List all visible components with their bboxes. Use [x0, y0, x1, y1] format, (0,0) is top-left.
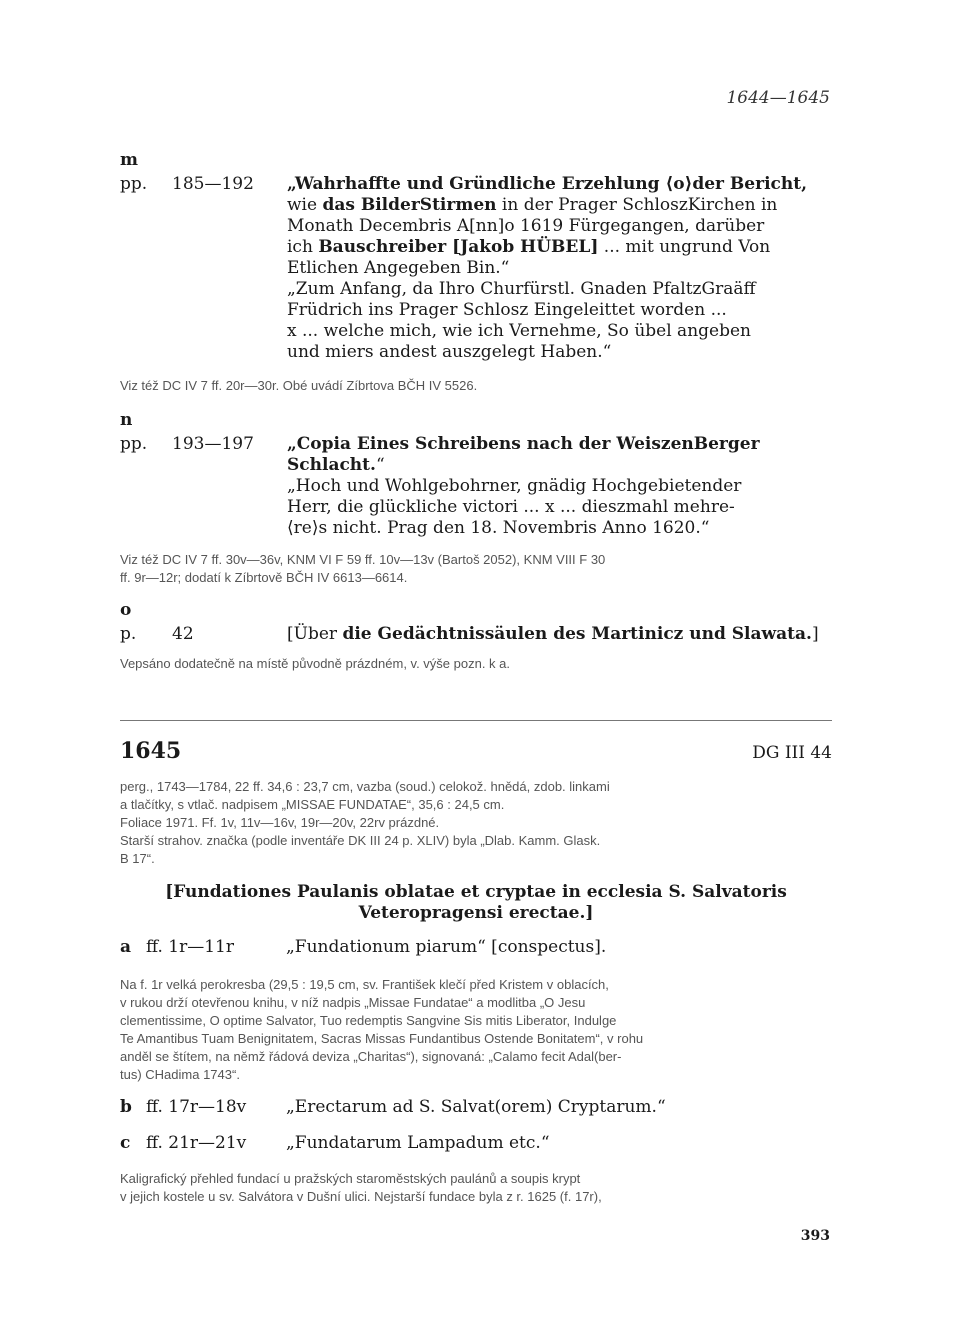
footnote-line: ff. 9r—12r; dodatí k Zíbrtově BČH IV 6613—6614. [120, 570, 408, 585]
text-line: „Copia Eines Schreibens nach der WeiszenBerger [287, 434, 760, 454]
entry-header [120, 738, 832, 764]
note-line: Kaligrafický přehled fundací u pražských staroměstských paulánů a soupis krypt [120, 1171, 581, 1186]
section-letter: o [120, 600, 132, 620]
text-line: ⟨re⟩s nicht. Prag den 18. Novembris Anno 1620.“ [287, 518, 710, 538]
description-line: perg., 1743—1784, 22 ff. 34,6 : 23,7 cm, vazba (soud.) celokož. hnědá, zdob. linkami [120, 779, 610, 794]
title-line: [Fundationes Paulanis oblatae et cryptae in ecclesia S. Salvatoris [165, 882, 787, 902]
section-letter: m [120, 150, 138, 170]
footnote-line: Viz též DC IV 7 ff. 30v—36v, KNM VI F 59 ff. 10v—13v (Bartoš 2052), KNM VIII F 30 [120, 552, 606, 567]
text-line: „Zum Anfang, da Ihro Churfürstl. Gnaden PfaltzGraäff [287, 279, 756, 299]
footnote [120, 551, 832, 587]
note-line: v jejich kostele u sv. Salvátora v Dušní ulici. Nejstarší fundace byla z r. 1625 (f. 17r), [120, 1189, 602, 1204]
text-line: und miers andest auszgelegt Haben.“ [287, 342, 612, 362]
item-b [120, 1096, 832, 1118]
folio-range: ff. 21r—21v [146, 1133, 247, 1153]
text-line: Schlacht.“ [287, 455, 385, 475]
text-line: Etlichen Angegeben Bin.“ [287, 258, 510, 278]
description-line: B 17“. [120, 851, 155, 866]
entry-year: 1645 [120, 738, 182, 764]
text-line: „Hoch und Wohlgebohrner, gnädig Hochgebietender [287, 476, 742, 496]
entry-text [287, 174, 832, 363]
shelf-mark: DG III 44 [752, 743, 832, 763]
text-line: ich Bauschreiber [Jakob HÜBEL] ... mit ungrund Von [287, 237, 771, 257]
text-line: „Wahrhaffte und Gründliche Erzehlung ⟨o⟩der Bericht, [287, 174, 808, 194]
footnote: Vepsáno dodatečně na místě původně prázdném, v. výše pozn. k a. [120, 656, 511, 671]
running-head: 1644—1645 [726, 88, 830, 108]
section-letter: n [120, 410, 133, 430]
section-m [120, 150, 832, 395]
text-line: Monath Decembris A[nn]o 1619 Fürgegangen, darüber [287, 216, 765, 236]
text-line: Früdrich ins Prager Schlosz Eingeleittet worden ... [287, 300, 727, 320]
work-title [120, 882, 832, 924]
item-c [120, 1132, 832, 1154]
codex-description [120, 778, 832, 868]
description-line: a tlačítky, s vtlač. nadpisem „MISSAE FUNDATAE“, 35,6 : 24,5 cm. [120, 797, 505, 812]
item-letter: a [120, 937, 132, 957]
note-line: v rukou drží otevřenou knihu, v níž nadpis „Missae Fundatae“ a modlitba „O Jesu [120, 995, 586, 1010]
item-c-note [120, 1170, 832, 1206]
page-number: 393 [800, 1228, 830, 1244]
description-line: Foliace 1971. Ff. 1v, 11v—16v, 19r—20v, 22rv prázdné. [120, 815, 440, 830]
item-a-note [120, 976, 832, 1084]
title-line: Veteropragensi erectae.] [358, 903, 594, 923]
page-range: 42 [172, 624, 194, 644]
section-o [120, 600, 832, 673]
folio-range: ff. 17r—18v [146, 1097, 247, 1117]
entry-o [120, 624, 832, 645]
entry-m [120, 174, 832, 363]
item-letter: b [120, 1097, 132, 1117]
entry-text [287, 624, 832, 645]
section-divider [120, 720, 832, 721]
folio-range: ff. 1r—11r [146, 937, 234, 957]
page-abbrev: pp. [120, 174, 148, 194]
page-abbrev: p. [120, 624, 137, 644]
note-line: Te Amantibus Tuam Benignitatem, Sacras Missas Fundantibus Ostende Bonitatem“, v rohu [120, 1031, 644, 1046]
text-line: [Über die Gedächtnissäulen des Martinicz und Slawata.] [287, 624, 819, 644]
item-a [120, 936, 832, 958]
description-line: Starší strahov. značka (podle inventáře DK III 24 p. XLIV) byla „Dlab. Kamm. Glask. [120, 833, 601, 848]
note-line: tus) CHadima 1743“. [120, 1067, 240, 1082]
note-line: clementissime, O optime Salvator, Tuo redemptis Sangvine Sis mitis Liberator, Indulge [120, 1013, 617, 1028]
entry-text [287, 434, 832, 539]
text-line: Herr, die glückliche victori ... x ... dieszmahl mehre- [287, 497, 735, 517]
page-range: 185—192 [172, 174, 254, 194]
text-line: wie das BilderStirmen in der Prager SchloszKirchen in [287, 195, 778, 215]
item-letter: c [120, 1133, 131, 1153]
note-line: anděl se štítem, na němž řádová deviza „Charitas“), signovaná: „Calamo fecit Adal(ber- [120, 1049, 622, 1064]
page-abbrev: pp. [120, 434, 148, 454]
item-text: „Erectarum ad S. Salvat(orem) Cryptarum.“ [286, 1097, 666, 1117]
item-text: „Fundatarum Lampadum etc.“ [286, 1133, 550, 1153]
item-text: „Fundationum piarum“ [conspectus]. [286, 937, 607, 957]
entry-n [120, 434, 832, 539]
page-range: 193—197 [172, 434, 254, 454]
section-n [120, 410, 832, 587]
note-line: Na f. 1r velká perokresba (29,5 : 19,5 cm, sv. František klečí před Kristem v oblacích, [120, 977, 609, 992]
footnote: Viz též DC IV 7 ff. 20r—30r. Obé uvádí Zíbrtova BČH IV 5526. [120, 378, 478, 393]
text-line: x ... welche mich, wie ich Vernehme, So übel angeben [287, 321, 751, 341]
